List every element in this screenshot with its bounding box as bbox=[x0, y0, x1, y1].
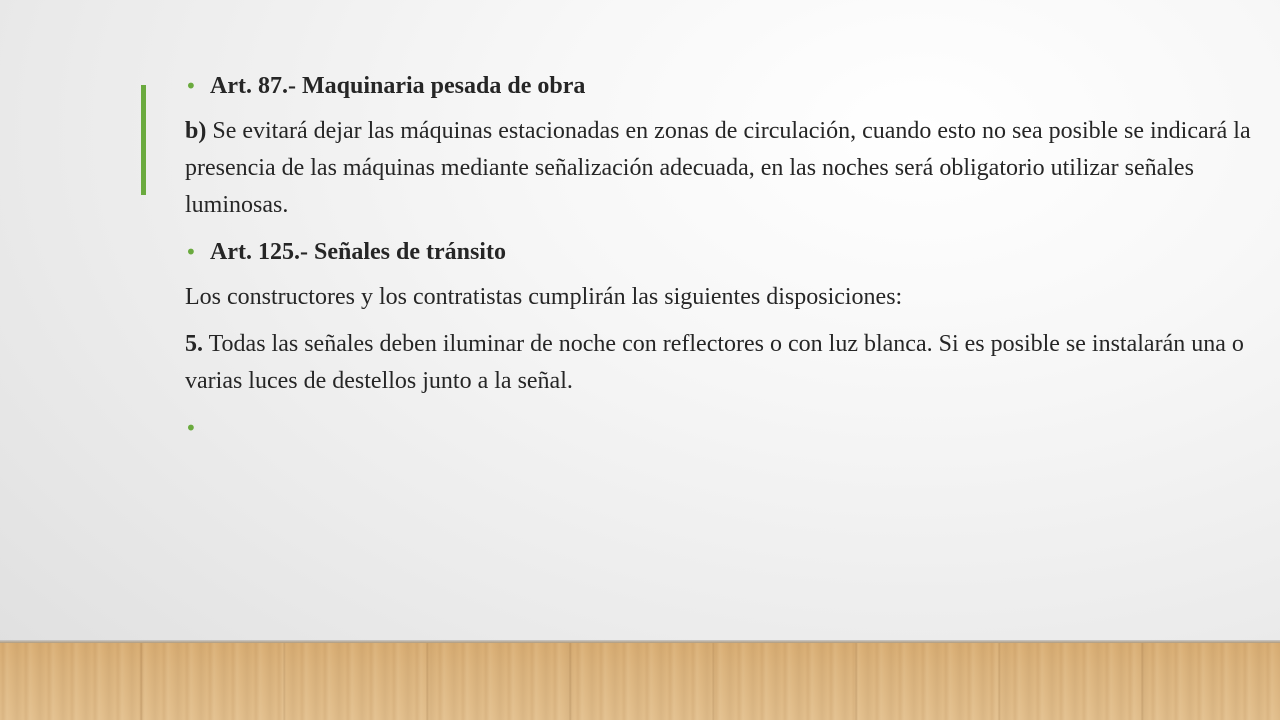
lead-label-5: 5. bbox=[185, 331, 203, 357]
bullet-icon: • bbox=[185, 240, 197, 264]
body-text-art-125: Todas las señales deben iluminar de noche con reflectores o con luz blanca. Si es posible se instalarán una o varias luces de destellos junto a la señal. bbox=[185, 331, 1244, 394]
bullet-icon: • bbox=[185, 416, 197, 440]
lead-label-b: b) bbox=[185, 118, 207, 144]
bullet-item-art-87 bbox=[185, 68, 1255, 105]
paragraph-art-87-b bbox=[185, 113, 1255, 224]
slide-content bbox=[185, 68, 1255, 440]
intro-art-125: Los constructores y los contratistas cumplirán las siguientes disposiciones: bbox=[185, 284, 903, 310]
heading-art-125: Art. 125.- Señales de tránsito bbox=[210, 239, 506, 265]
body-text-art-87: Se evitará dejar las máquinas estacionadas en zonas de circulación, cuando esto no sea posible se indicará la presencia de las máquinas mediante señalización adecuada, en las noches será obligatorio utilizar señales luminosas. bbox=[185, 118, 1251, 218]
accent-bar bbox=[141, 85, 146, 195]
bullet-icon: • bbox=[185, 74, 197, 98]
paragraph-art-125-5 bbox=[185, 326, 1255, 400]
bullet-item-art-125 bbox=[185, 234, 1255, 271]
wood-floor bbox=[0, 643, 1280, 720]
heading-art-87: Art. 87.- Maquinaria pesada de obra bbox=[210, 73, 586, 99]
